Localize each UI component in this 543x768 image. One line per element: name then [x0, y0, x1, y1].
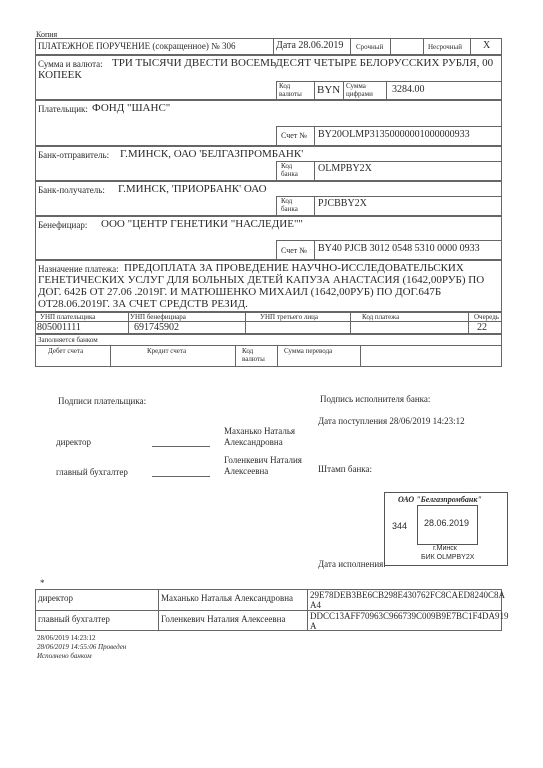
stamp-bank-name: ОАО "Белгазпромбанк" [398, 495, 482, 504]
esign-role-1: директор [38, 593, 73, 603]
esign-hash-1a: 29E78DEB3BE6CB298E430762FC8CAED8240C8A [310, 590, 506, 600]
beneficiary-account-label: Счет № [281, 246, 307, 255]
header-payer-unp: УНП плательщика [40, 313, 96, 321]
beneficiary-unp: 691745902 [134, 322, 179, 333]
purpose-line3: ДОГ. 642Б ОТ 27.06 .2019Г. И МАТЮШЕНКО МИХАИЛ (1642,00РУБ) ПО ДОГ.647Б [38, 286, 442, 298]
esign-role-2: главный бухгалтер [38, 614, 110, 624]
director-name-1: Маханько Наталья [224, 426, 296, 436]
beneficiary-name: ООО "ЦЕНТР ГЕНЕТИКИ "НАСЛЕДИЕ"" [101, 218, 303, 230]
sender-bank-name: Г.МИНСК, ОАО 'БЕЛГАЗПРОМБАНК' [120, 148, 304, 160]
currency-code-label: Код [279, 82, 291, 90]
bank-currency-code-label: Код [242, 347, 254, 355]
receiver-bank-code-label: Код [281, 197, 293, 205]
bank-filled-label: Заполняется банком [38, 336, 98, 344]
sum-value: 3284.00 [392, 84, 425, 95]
sender-bank-code: OLMPBY2X [318, 163, 372, 174]
payer-account-label: Счет № [281, 131, 307, 140]
bank-signature-label: Подпись исполнителя банка: [320, 394, 431, 404]
purpose-line4: ОТ28.06.2019Г. ЗА СЧЕТ СРЕДСТВ РЕЗИД. [38, 298, 248, 310]
payer-label: Плательщик: [38, 104, 88, 114]
director-label: директор [56, 437, 91, 447]
non-urgent-label: Несрочный [428, 43, 462, 51]
stamp-city: г.Минск [433, 545, 457, 552]
sender-bank-code-label: Код [281, 162, 293, 170]
execution-date-label: Дата исполнения: [318, 559, 386, 569]
esign-hash-1b: A4 [310, 600, 321, 610]
accountant-label: главный бухгалтер [56, 467, 128, 477]
bank-filled-section [35, 334, 502, 367]
header-pay-code: Код платежа [362, 313, 400, 321]
director-name-2: Александровна [224, 437, 283, 447]
amount-words-line1: ТРИ ТЫСЯЧИ ДВЕСТИ ВОСЕМЬДЕСЯТ ЧЕТЫРЕ БЕЛОРУССКИХ РУБЛЯ, 00 [112, 57, 494, 69]
bank-currency-code-label-2: валюты [242, 355, 265, 363]
amount-label: Сумма и валюта: [38, 59, 103, 69]
amount-words-line2: КОПЕЕК [38, 69, 82, 81]
stamp-date: 28.06.2019 [424, 518, 470, 528]
credit-account-label: Кредит счета [147, 347, 187, 355]
queue-value: 22 [477, 322, 487, 333]
footer-line1: 28/06/2019 14:23:12 [37, 634, 96, 642]
receiver-bank-code-label-2: банка [281, 205, 298, 213]
payer-signatures-label: Подписи плательщика: [58, 396, 147, 406]
non-urgent-mark: X [483, 40, 491, 51]
document-title: ПЛАТЕЖНОЕ ПОРУЧЕНИЕ (сокращенное) № 306 [38, 41, 236, 51]
header-queue: Очередь [474, 313, 499, 321]
sender-bank-code-label-2: банка [281, 170, 298, 178]
stamp-bic: БИК OLMPBY2X [421, 554, 475, 561]
header-third-unp: УНП третьего лица [260, 313, 318, 321]
esign-hash-2b: A [310, 621, 317, 631]
receiver-bank-name: Г.МИНСК, 'ПРИОРБАНК' ОАО [118, 183, 267, 195]
received-date: Дата поступления 28/06/2019 14:23:12 [318, 416, 465, 426]
payer-account: BY20OLMP31350000001000000933 [318, 129, 470, 140]
purpose-label: Назначение платежа: [38, 264, 119, 274]
payer-unp: 805001111 [37, 322, 81, 333]
footer-line2: 28/06/2019 14:55:06 Проведен [37, 643, 127, 651]
copy-label: Копия [36, 30, 58, 39]
stamp-number: 344 [392, 521, 408, 531]
receiver-bank-label: Банк-получатель: [38, 185, 105, 195]
footer-line3: Исполнено банком [37, 652, 92, 660]
esign-star: * [40, 578, 45, 588]
document-date: Дата 28.06.2019 [276, 40, 344, 51]
esign-name-1: Маханько Наталья Александровна [161, 593, 294, 603]
accountant-name-2: Алексеевна [224, 466, 269, 476]
purpose-line1: ПРЕДОПЛАТА ЗА ПРОВЕДЕНИЕ НАУЧНО-ИССЛЕДОВАТЕЛЬСКИХ [124, 262, 464, 274]
beneficiary-account: BY40 PJCB 3012 0548 5310 0000 0933 [318, 243, 480, 254]
bank-stamp-label: Штамп банка: [318, 464, 372, 474]
header-ben-unp: УНП бенефициара [130, 313, 186, 321]
sum-digits-label-2: цифрами [346, 90, 373, 98]
receiver-bank-code: PJCBBY2X [318, 198, 367, 209]
sender-bank-label: Банк-отправитель: [38, 150, 110, 160]
accountant-name-1: Голенкевич Наталия [224, 455, 302, 465]
esign-hash-2a: DDCC13AFF70963C966739C009B9E7BC1F4DA919 [310, 611, 509, 621]
beneficiary-label: Бенефициар: [38, 220, 88, 230]
purpose-line2: ГЕНЕТИЧЕСКИХ УСЛУГ ДЛЯ БОЛЬНЫХ ДЕТЕЙ КАПУЗА АНАСТАСИЯ (1642,00РУБ) ПО [38, 274, 485, 286]
currency-code-label-2: валюты [279, 90, 302, 98]
transfer-sum-label: Сумма перевода [284, 347, 333, 355]
esign-name-2: Голенкевич Наталия Алексеевна [161, 614, 286, 624]
payer-name: ФОНД "ШАНС" [92, 102, 171, 114]
urgent-label: Срочный [356, 43, 384, 51]
sum-digits-label: Сумма [346, 82, 366, 90]
currency-value: BYN [317, 84, 341, 96]
debit-account-label: Дебет счета [48, 347, 84, 355]
